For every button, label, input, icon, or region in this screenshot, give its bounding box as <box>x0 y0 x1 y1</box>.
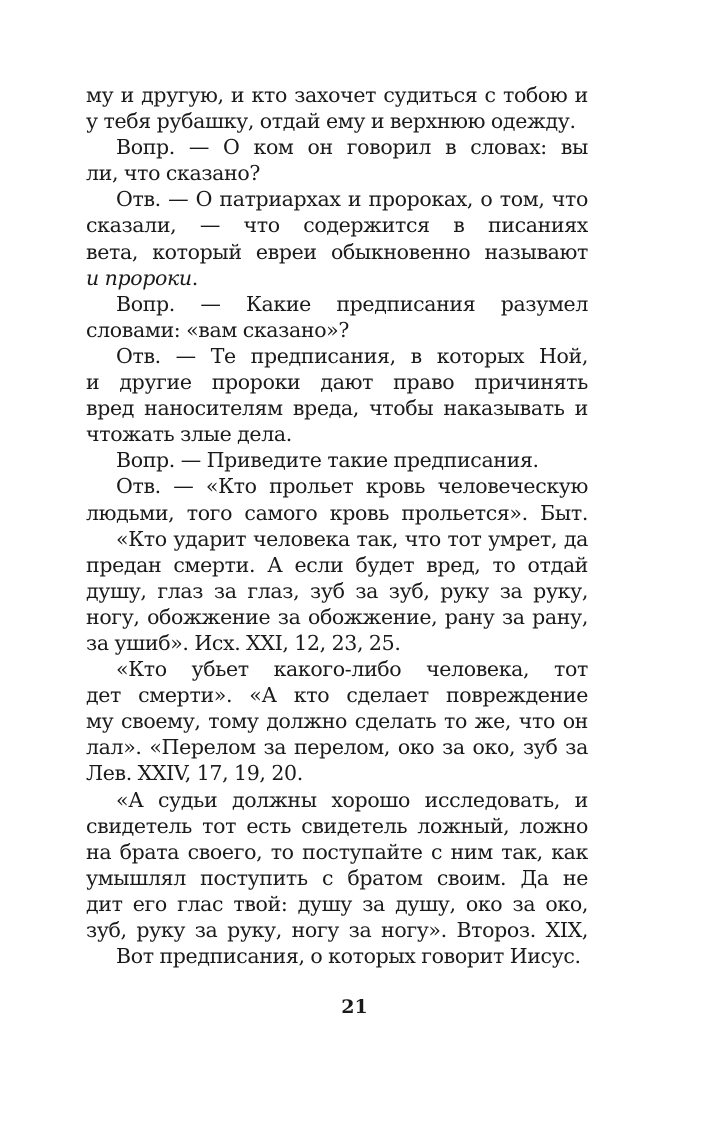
text-line <box>86 265 588 291</box>
line-text: чтожать злые дела. <box>86 422 292 447</box>
body-text <box>86 82 588 969</box>
text-line <box>86 552 588 578</box>
text-line <box>86 473 588 499</box>
text-line <box>86 317 588 343</box>
text-line <box>86 369 588 395</box>
line-text: ногу, обожжение за обожжение, рану за рану, <box>86 604 588 629</box>
italic-text: и пророки <box>86 265 192 290</box>
text-line <box>86 734 588 760</box>
line-text: му своему, тому должно сделать то же, что он <box>86 709 588 734</box>
line-text: Вопр. — Приведите такие предписания. <box>116 448 539 473</box>
text-line <box>86 239 588 265</box>
line-text: свидетель тот есть свидетель ложный, ложно <box>86 813 588 838</box>
line-text: сказали, — что содержится в писаниях <box>86 213 588 238</box>
text-line <box>86 500 588 526</box>
line-text: и другие пророки дают право причинять <box>86 370 588 395</box>
text-line <box>86 630 588 656</box>
line-text: «А судьи должны хорошо исследовать, и <box>116 787 588 812</box>
line-text: вред наносителям вреда, чтобы наказывать и <box>86 396 588 421</box>
text-line <box>86 395 588 421</box>
text-line <box>86 708 588 734</box>
line-text: на брата своего, то поступайте с ним так, как <box>86 839 588 864</box>
text-line <box>86 421 588 447</box>
line-text: душу, глаз за глаз, зуб за зуб, руку за руку, <box>86 578 588 603</box>
line-text: «Кто убьет какого-либо человека, тот <box>116 657 588 682</box>
line-text: Отв. — О патриархах и пророках, о том, что <box>116 187 588 212</box>
text-line <box>86 943 588 969</box>
text-line <box>86 813 588 839</box>
text-line <box>86 787 588 813</box>
line-text: словами: «вам сказано»? <box>86 317 350 342</box>
text-line <box>86 656 588 682</box>
line-text: Вопр. — О ком он говорил в словах: вы <box>116 135 588 160</box>
line-text: ли, что сказано? <box>86 161 260 186</box>
text-line <box>86 839 588 865</box>
line-text: лал». «Перелом за перелом, око за око, зуб за <box>86 735 588 760</box>
text-line <box>86 917 588 943</box>
line-text: «Кто ударит человека так, что тот умрет, да <box>116 526 588 551</box>
line-text: Отв. — «Кто прольет кровь человеческую <box>116 474 588 499</box>
line-text: Вопр. — Какие предписания разумел <box>116 291 588 316</box>
line-text: дет смерти». «А кто сделает повреждение <box>86 683 588 708</box>
text-line <box>86 604 588 630</box>
text-line <box>86 578 588 604</box>
text-line <box>86 134 588 160</box>
line-text: зуб, руку за руку, ногу за ногу». Второз. XIX, <box>86 918 588 942</box>
line-text: у тебя рубашку, отдай ему и верхнюю одежду. <box>86 109 576 134</box>
text-line <box>86 682 588 708</box>
text-line <box>86 212 588 238</box>
line-text: вета, который евреи обыкновенно называют <box>86 239 588 264</box>
text-line <box>86 108 588 134</box>
text-line <box>86 526 588 552</box>
text-line <box>86 891 588 917</box>
line-text: . <box>191 265 198 290</box>
line-text: Вот предписания, о которых говорит Иисус. <box>116 944 581 969</box>
text-line <box>86 82 588 108</box>
text-line <box>86 865 588 891</box>
text-line <box>86 760 588 786</box>
line-text: предан смерти. А если будет вред, то отдай <box>86 552 588 577</box>
text-line <box>86 160 588 186</box>
line-text: дит его глас твой: душу за душу, око за око, <box>86 891 588 916</box>
line-text: людьми, того самого кровь прольется». Быт. <box>86 500 588 525</box>
line-text: Лев. XXIV, 17, 19, 20. <box>86 761 303 786</box>
text-line <box>86 447 588 473</box>
line-text: за ушиб». Исх. XXI, 12, 23, 25. <box>86 630 401 655</box>
text-line <box>86 186 588 212</box>
line-text: умышлял поступить с братом своим. Да не <box>86 865 588 890</box>
text-line <box>86 343 588 369</box>
line-text: Отв. — Те предписания, в которых Ной, <box>116 343 588 368</box>
line-text: му и другую, и кто захочет судиться с тобою и <box>86 83 588 107</box>
page-number: 21 <box>341 996 368 1018</box>
text-line <box>86 291 588 317</box>
